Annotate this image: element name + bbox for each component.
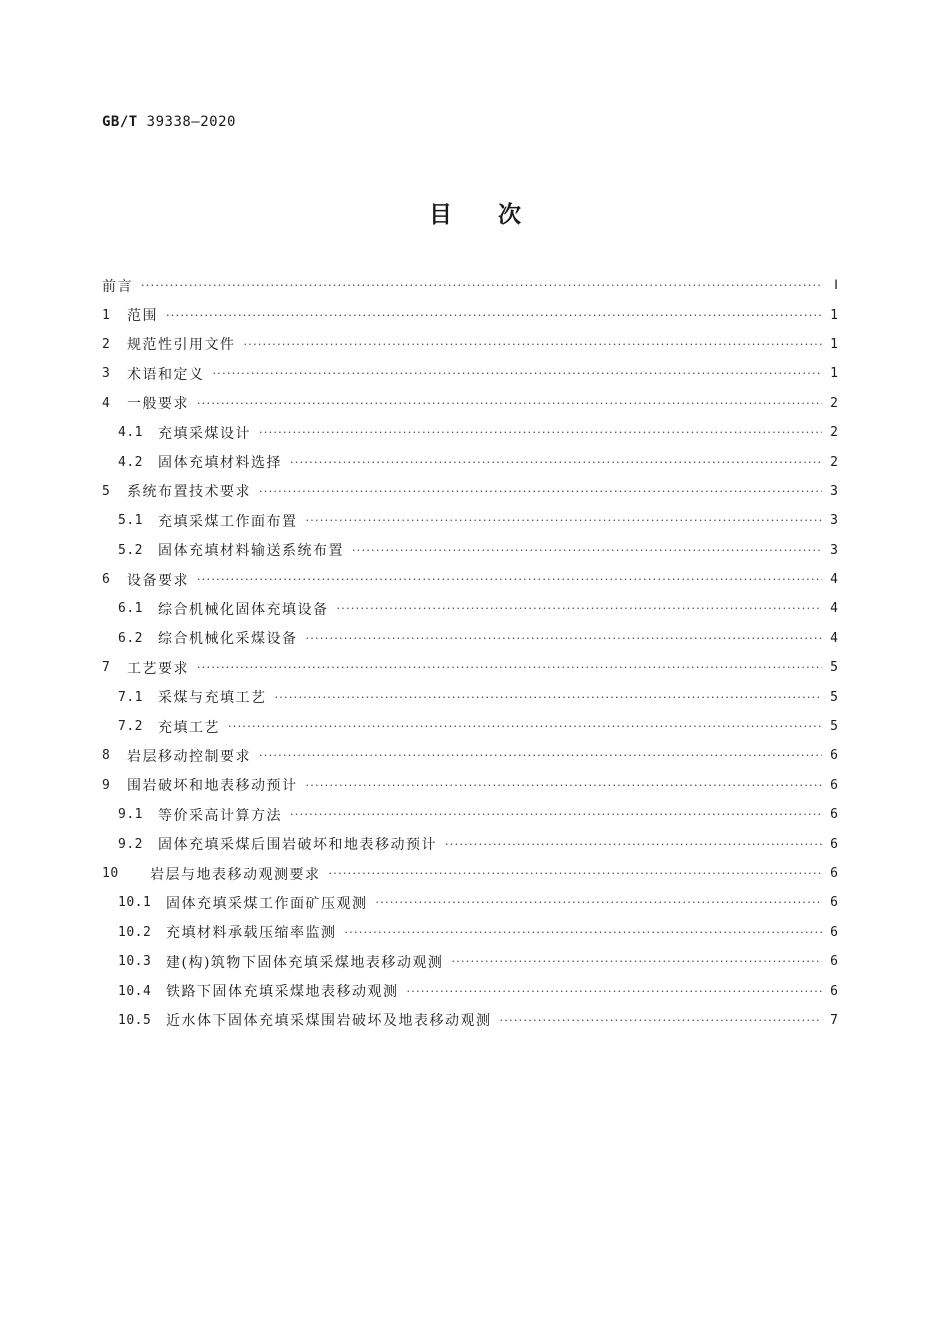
toc-entry-title: 综合机械化固体充填设备 bbox=[158, 601, 329, 618]
toc-dot-leader bbox=[445, 838, 822, 851]
toc-entry-title: 充填工艺 bbox=[158, 719, 220, 736]
toc-dot-leader bbox=[244, 338, 823, 351]
toc-entry-title: 建(构)筑物下固体充填采煤地表移动观测 bbox=[166, 954, 444, 971]
toc-entry-number: 10.2 bbox=[118, 924, 152, 940]
toc-entry-title: 设备要求 bbox=[127, 572, 189, 589]
toc-entry-title: 充填采煤工作面布置 bbox=[158, 513, 298, 530]
toc-entry[interactable] bbox=[102, 536, 838, 565]
table-of-contents bbox=[102, 271, 838, 1035]
toc-entry-number: 4.1 bbox=[118, 425, 143, 441]
toc-entry-number: 5.2 bbox=[118, 542, 143, 558]
toc-entry[interactable] bbox=[102, 447, 838, 476]
toc-entry-page: 2 bbox=[830, 395, 838, 411]
toc-entry-title: 一般要求 bbox=[127, 396, 189, 413]
toc-entry[interactable] bbox=[102, 712, 838, 741]
toc-entry-number: 6.2 bbox=[118, 630, 143, 646]
toc-entry-number: 10 bbox=[102, 866, 119, 881]
toc-entry-page: 4 bbox=[830, 601, 838, 617]
toc-entry-number: 9.1 bbox=[118, 807, 143, 823]
toc-entry-number: 10.4 bbox=[118, 983, 152, 999]
toc-entry-page: 6 bbox=[830, 748, 838, 764]
toc-entry-page: Ⅰ bbox=[834, 278, 838, 294]
toc-entry-page: 4 bbox=[830, 572, 838, 588]
toc-entry-number: 9 bbox=[102, 777, 111, 793]
toc-entry-page: 4 bbox=[830, 630, 838, 646]
toc-dot-leader bbox=[337, 602, 823, 615]
toc-dot-leader bbox=[290, 456, 822, 469]
toc-dot-leader bbox=[407, 985, 823, 998]
standard-number: 39338—2020 bbox=[146, 114, 236, 130]
toc-entry[interactable] bbox=[102, 330, 838, 359]
toc-entry-title: 岩层与地表移动观测要求 bbox=[150, 866, 321, 883]
toc-dot-leader bbox=[329, 867, 823, 880]
toc-entry-page: 6 bbox=[830, 954, 838, 970]
toc-entry-number: 4.2 bbox=[118, 454, 143, 470]
toc-entry-page: 5 bbox=[830, 660, 838, 676]
toc-entry-page: 7 bbox=[830, 1012, 838, 1028]
standard-header bbox=[102, 114, 236, 130]
toc-entry-number: 2 bbox=[102, 336, 111, 352]
toc-entry-number: 6.1 bbox=[118, 601, 143, 617]
toc-entry-page: 6 bbox=[830, 836, 838, 852]
toc-entry[interactable] bbox=[102, 300, 838, 329]
toc-dot-leader bbox=[290, 808, 822, 821]
toc-entry-number: 5 bbox=[102, 483, 111, 499]
toc-entry[interactable] bbox=[102, 829, 838, 858]
page-title: 目 次 bbox=[429, 202, 521, 228]
toc-entry-title: 固体充填采煤后围岩破坏和地表移动预计 bbox=[158, 837, 437, 854]
toc-entry-title: 综合机械化采煤设备 bbox=[158, 631, 298, 648]
toc-entry-page: 6 bbox=[830, 866, 838, 881]
toc-entry-page: 6 bbox=[830, 807, 838, 823]
toc-entry-title: 围岩破坏和地表移动预计 bbox=[127, 778, 298, 795]
toc-entry[interactable] bbox=[102, 918, 838, 947]
toc-dot-leader bbox=[166, 309, 822, 322]
toc-entry-number: 7.1 bbox=[118, 689, 143, 705]
toc-entry-title: 采煤与充填工艺 bbox=[158, 690, 267, 707]
toc-entry[interactable] bbox=[102, 653, 838, 682]
toc-entry-number: 7 bbox=[102, 660, 111, 676]
toc-entry-title: 充填材料承载压缩率监测 bbox=[166, 925, 337, 942]
toc-entry-page: 5 bbox=[830, 689, 838, 705]
toc-dot-leader bbox=[197, 573, 822, 586]
toc-dot-leader bbox=[259, 749, 822, 762]
toc-dot-leader bbox=[451, 955, 822, 968]
toc-entry-page: 1 bbox=[830, 366, 838, 382]
toc-entry-title: 固体充填材料选择 bbox=[158, 455, 282, 472]
toc-entry-number: 7.2 bbox=[118, 719, 143, 735]
toc-entry-page: 6 bbox=[830, 983, 838, 999]
toc-entry[interactable] bbox=[102, 771, 838, 800]
toc-dot-leader bbox=[228, 720, 822, 733]
toc-entry-number: 9.2 bbox=[118, 836, 143, 852]
toc-entry[interactable] bbox=[102, 859, 838, 888]
toc-entry[interactable] bbox=[102, 359, 838, 388]
toc-entry-title: 固体充填材料输送系统布置 bbox=[158, 543, 344, 560]
toc-entry[interactable] bbox=[102, 389, 838, 418]
toc-entry[interactable] bbox=[102, 947, 838, 976]
toc-entry-title: 工艺要求 bbox=[127, 660, 189, 677]
toc-entry[interactable] bbox=[102, 624, 838, 653]
toc-entry[interactable] bbox=[102, 741, 838, 770]
toc-entry-number: 1 bbox=[102, 307, 111, 323]
toc-dot-leader bbox=[259, 485, 822, 498]
toc-dot-leader bbox=[306, 779, 823, 792]
toc-dot-leader bbox=[275, 691, 823, 704]
toc-entry-page: 3 bbox=[830, 483, 838, 499]
toc-entry-title: 近水体下固体充填采煤围岩破坏及地表移动观测 bbox=[166, 1013, 492, 1030]
toc-entry-page: 3 bbox=[830, 513, 838, 529]
toc-entry-page: 5 bbox=[830, 719, 838, 735]
toc-entry-title: 固体充填采煤工作面矿压观测 bbox=[166, 895, 368, 912]
toc-dot-leader bbox=[141, 279, 822, 292]
standard-prefix: GB/T bbox=[102, 114, 138, 130]
toc-dot-leader bbox=[259, 426, 822, 439]
toc-entry-page: 2 bbox=[830, 425, 838, 441]
toc-entry-page: 2 bbox=[830, 454, 838, 470]
toc-entry[interactable] bbox=[102, 888, 838, 917]
toc-entry[interactable] bbox=[102, 477, 838, 506]
toc-entry[interactable] bbox=[102, 594, 838, 623]
toc-dot-leader bbox=[197, 397, 822, 410]
toc-entry-page: 6 bbox=[830, 777, 838, 793]
toc-entry-number: 6 bbox=[102, 572, 111, 588]
toc-entry-title: 规范性引用文件 bbox=[127, 337, 236, 354]
toc-dot-leader bbox=[500, 1014, 823, 1027]
toc-dot-leader bbox=[197, 661, 822, 674]
toc-entry-title: 充填采煤设计 bbox=[158, 425, 251, 442]
toc-dot-leader bbox=[306, 632, 823, 645]
toc-entry-title: 岩层移动控制要求 bbox=[127, 748, 251, 765]
toc-entry-title: 等价采高计算方法 bbox=[158, 807, 282, 824]
toc-dot-leader bbox=[352, 544, 822, 557]
toc-entry-title: 铁路下固体充填采煤地表移动观测 bbox=[166, 984, 399, 1001]
toc-dot-leader bbox=[306, 514, 823, 527]
toc-entry[interactable] bbox=[102, 976, 838, 1005]
toc-entry-number: 10.1 bbox=[118, 895, 152, 911]
toc-dot-leader bbox=[213, 367, 823, 380]
toc-entry-page: 1 bbox=[830, 307, 838, 323]
toc-entry-title: 范围 bbox=[127, 308, 158, 325]
toc-entry-page: 6 bbox=[830, 924, 838, 940]
toc-entry[interactable] bbox=[102, 682, 838, 711]
toc-entry-page: 3 bbox=[830, 542, 838, 558]
toc-entry-number: 10.5 bbox=[118, 1012, 152, 1028]
toc-entry-page: 1 bbox=[830, 336, 838, 352]
toc-entry-number: 3 bbox=[102, 366, 111, 382]
toc-entry[interactable] bbox=[102, 506, 838, 535]
toc-entry[interactable] bbox=[102, 800, 838, 829]
toc-entry-title: 系统布置技术要求 bbox=[127, 484, 251, 501]
toc-entry-number: 10.3 bbox=[118, 954, 152, 970]
toc-entry-title: 前言 bbox=[102, 278, 133, 295]
toc-dot-leader bbox=[345, 926, 823, 939]
toc-entry[interactable] bbox=[102, 565, 838, 594]
toc-entry-page: 6 bbox=[830, 895, 838, 911]
toc-entry-number: 8 bbox=[102, 748, 111, 764]
toc-entry[interactable] bbox=[102, 1006, 838, 1035]
toc-entry[interactable] bbox=[102, 418, 838, 447]
toc-dot-leader bbox=[376, 896, 823, 909]
toc-entry-number: 4 bbox=[102, 395, 111, 411]
toc-entry-number: 5.1 bbox=[118, 513, 143, 529]
toc-entry[interactable] bbox=[102, 271, 838, 300]
toc-entry-title: 术语和定义 bbox=[127, 366, 205, 383]
